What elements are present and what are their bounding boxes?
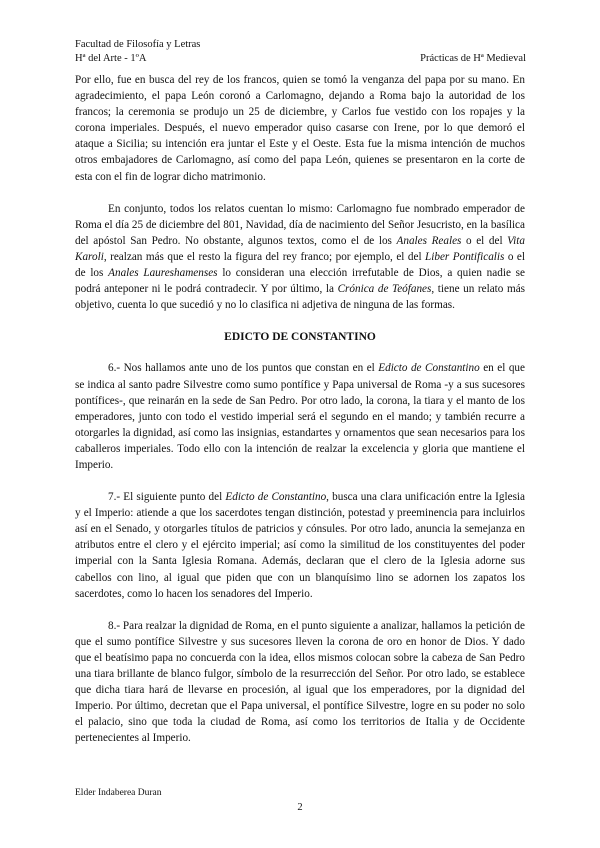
paragraph-4: 7.- El siguiente punto del Edicto de Constantino, busca una clara unificación entre la Iglesia y el Imperio: atiende a que los sacerdotes tengan distinción, potestad y preeminencia para incluirlos así en el Senado, y otorgarles títulos de patricios y cónsules. Por otro lado, anuncia la semejanza en atributos entre el clero y el ejército imperial; así como la similitud de los constituyentes del poder imperial con la Santa Iglesia Romana. Además, declaran que el clero de la Iglesia adorne sus cabellos con lino, al igual que piden que con un blanquísimo lino se adornen los zapatos los sacerdotes, como lo hacen los senadores del Imperio.	[75, 491, 525, 600]
course-label: Hª del Arte - 1ºA	[75, 53, 147, 64]
paragraph-3: 6.- Nos hallamos ante uno de los puntos que constan en el Edicto de Constantino en el que se indica al santo padre Silvestre como sumo pontífice y Papa universal de Roma -y a sus sucesores pontífices-, que reinarán en la sede de San Pedro. Por otro lado, la corona, la tiara y el manto de los emperadores, junto con todo el vestido imperial será el segundo en el mando; y también recurre a otorgarles la dignidad, así como las insignias, estandartes y ornamentos que sean necesarios para los caballeros imperiales. Todo ello con la intención de realzar la excelencia y gloria que mantiene el Imperio.	[75, 362, 525, 471]
paragraph-2: En conjunto, todos los relatos cuentan lo mismo: Carlomagno fue nombrado emperador de Roma el día 25 de diciembre del 801, Navidad, día de nacimiento del Señor Jesucristo, en la basílica del apóstol San Pedro. No obstante, algunos textos, como el de los Anales Reales o el del Vita Karoli, realzan más que el resto la figura del rey franco; por ejemplo, el del Liber Pontificalis o el de los Anales Laureshamenses lo consideran una elección irrefutable de Dios, a quien nadie se podrá anteponer ni le podrá contradecir. Y por último, la Crónica de Teófanes, tiene un relato más objetivo, cuenta lo que sucedió y no lo clasifica ni adjetiva de ninguna de las formas.	[75, 202, 526, 312]
document-body	[75, 72, 525, 762]
faculty-label: Facultad de Filosofía y Letras	[75, 39, 201, 50]
page-header-left	[75, 38, 200, 66]
paragraph-5: 8.- Para realzar la dignidad de Roma, en el punto siguiente a analizar, hallamos la petición de que el sumo pontífice Silvestre y sus sucesores lleven la corona de oro en honor de Dios. Y dado que el beatísimo papa no concuerda con la idea, ellos mismos colocan sobre la cabeza de San Pedro una tiara brillante de blanco fulgor, símbolo de la resurrección del Señor. Por otro lado, se establece que dicha tiara hará de llevarse en procesión, al igual que los emperadores, por la dignidad del Imperio. Por último, decretan que el Papa universal, el pontífice Silvestre, logre en su poder no solo el palacio, sino que toda la ciudad de Roma, así como los territorios de Italia y de Occidente pertenecientes al Imperio.	[75, 619, 525, 745]
subject-label: Prácticas de Hª Medieval	[420, 53, 526, 64]
author-name: Elder Indaberea Duran	[75, 788, 162, 798]
page-number: 2	[297, 802, 303, 813]
paragraph-1: Por ello, fue en busca del rey de los francos, quien se tomó la venganza del papa por su mano. En agradecimiento, el papa León coronó a Carlomagno, dejando a Roma bajo la autoridad de los francos; la ceremonia se produjo un 25 de diciembre, y Carlos fue vestido con los ropajes y la corona imperiales. Después, el nuevo emperador quiso casarse con Irene, por lo que demoró el ataque a Sicilia; su intención era juntar el Este y el Oeste. Esta fue la misma intención de muchos otros embajadores de Carlomagno, así como del papa León, quienes se presentaron en la corte de esta con el fin de lograr dicho matrimonio.	[75, 74, 525, 183]
section-heading: EDICTO DE CONSTANTINO	[224, 331, 376, 344]
